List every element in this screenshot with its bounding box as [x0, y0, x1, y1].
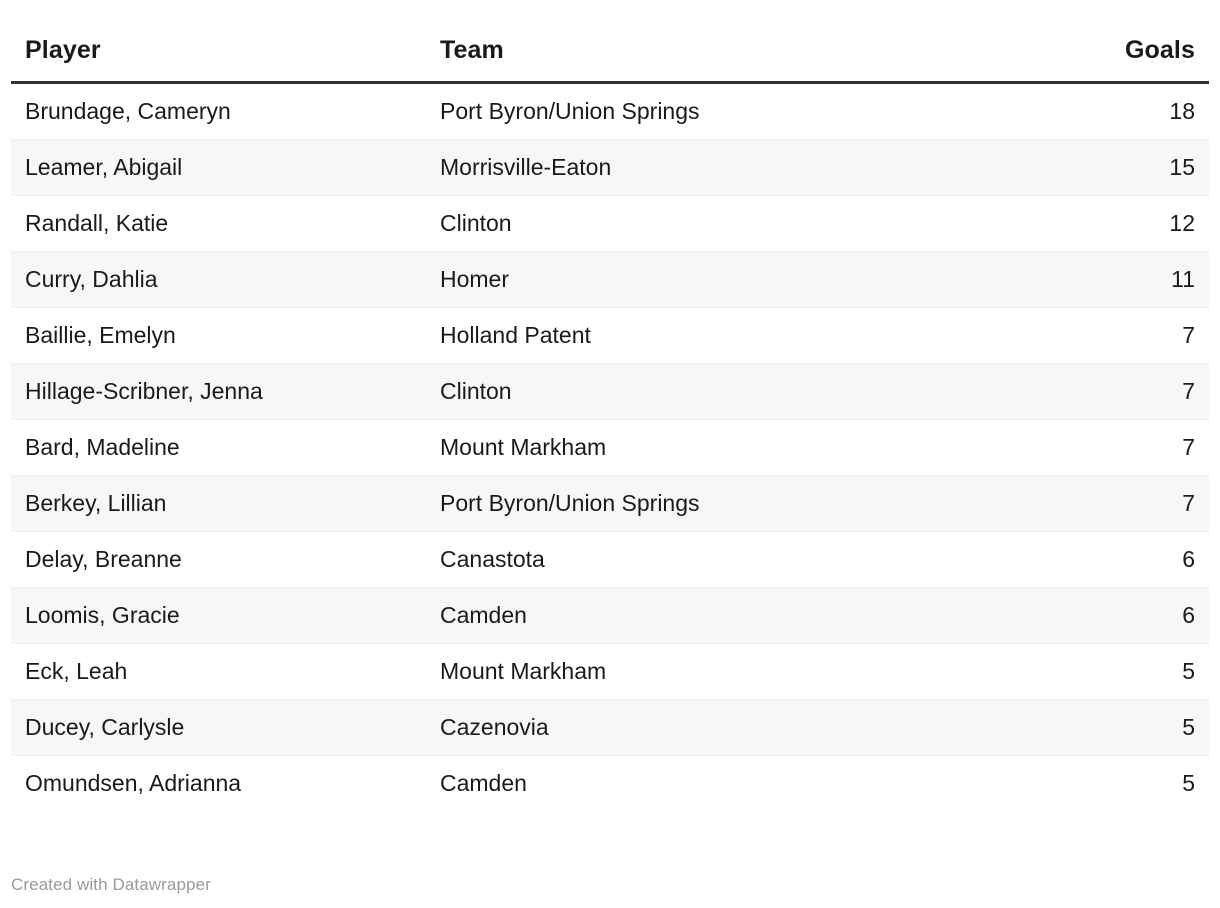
cell-goals: 5 — [981, 700, 1209, 756]
cell-team: Homer — [426, 252, 981, 308]
cell-team: Holland Patent — [426, 308, 981, 364]
column-header-player[interactable]: Player — [11, 30, 426, 83]
table-row — [11, 756, 1209, 812]
cell-goals: 7 — [981, 476, 1209, 532]
cell-team: Cazenovia — [426, 700, 981, 756]
rankings-table — [11, 30, 1209, 811]
cell-player: Delay, Breanne — [11, 532, 426, 588]
cell-goals: 7 — [981, 420, 1209, 476]
cell-goals: 5 — [981, 644, 1209, 700]
cell-goals: 12 — [981, 196, 1209, 252]
column-header-team[interactable]: Team — [426, 30, 981, 83]
cell-goals: 11 — [981, 252, 1209, 308]
cell-goals: 7 — [981, 364, 1209, 420]
cell-team: Mount Markham — [426, 644, 981, 700]
cell-team: Port Byron/Union Springs — [426, 83, 981, 140]
cell-player: Randall, Katie — [11, 196, 426, 252]
cell-player: Omundsen, Adrianna — [25, 770, 242, 796]
cell-player: Leamer, Abigail — [11, 140, 426, 196]
cell-player: Loomis, Gracie — [11, 588, 426, 644]
table-body — [11, 83, 1209, 812]
table-row — [11, 252, 1209, 308]
table-header-row — [11, 30, 1209, 83]
cell-goals: 15 — [981, 140, 1209, 196]
table-row — [11, 476, 1209, 532]
table-header — [11, 30, 1209, 83]
cell-player: Eck, Leah — [11, 644, 426, 700]
cell-team: Clinton — [426, 196, 981, 252]
cell-team: Mount Markham — [426, 420, 981, 476]
cell-player: Curry, Dahlia — [11, 252, 426, 308]
cell-team: Canastota — [426, 532, 981, 588]
cell-team: Clinton — [426, 364, 981, 420]
table-row — [11, 140, 1209, 196]
cell-goals: 6 — [981, 532, 1209, 588]
cell-team: Port Byron/Union Springs — [426, 476, 981, 532]
cell-goals: 5 — [1182, 770, 1195, 796]
cell-goals: 7 — [981, 308, 1209, 364]
table-row — [11, 588, 1209, 644]
table-row — [11, 420, 1209, 476]
table-row — [11, 196, 1209, 252]
cell-player: Brundage, Cameryn — [11, 83, 426, 140]
cell-player: Hillage-Scribner, Jenna — [11, 364, 426, 420]
table-row — [11, 364, 1209, 420]
column-header-goals[interactable]: Goals — [981, 30, 1209, 83]
cell-player: Berkey, Lillian — [11, 476, 426, 532]
datawrapper-credit[interactable]: Created with Datawrapper — [11, 875, 211, 894]
cell-team: Camden — [426, 588, 981, 644]
cell-player: Bard, Madeline — [11, 420, 426, 476]
table-row — [11, 83, 1209, 140]
table-row — [11, 700, 1209, 756]
table-row — [11, 532, 1209, 588]
table-chart-container — [0, 30, 1220, 908]
cell-goals: 18 — [981, 83, 1209, 140]
cell-team: Morrisville-Eaton — [426, 140, 981, 196]
cell-player: Ducey, Carlysle — [11, 700, 426, 756]
cell-goals: 6 — [981, 588, 1209, 644]
cell-player: Baillie, Emelyn — [11, 308, 426, 364]
table-row — [11, 308, 1209, 364]
cell-team: Camden — [440, 770, 527, 796]
table-row — [11, 644, 1209, 700]
